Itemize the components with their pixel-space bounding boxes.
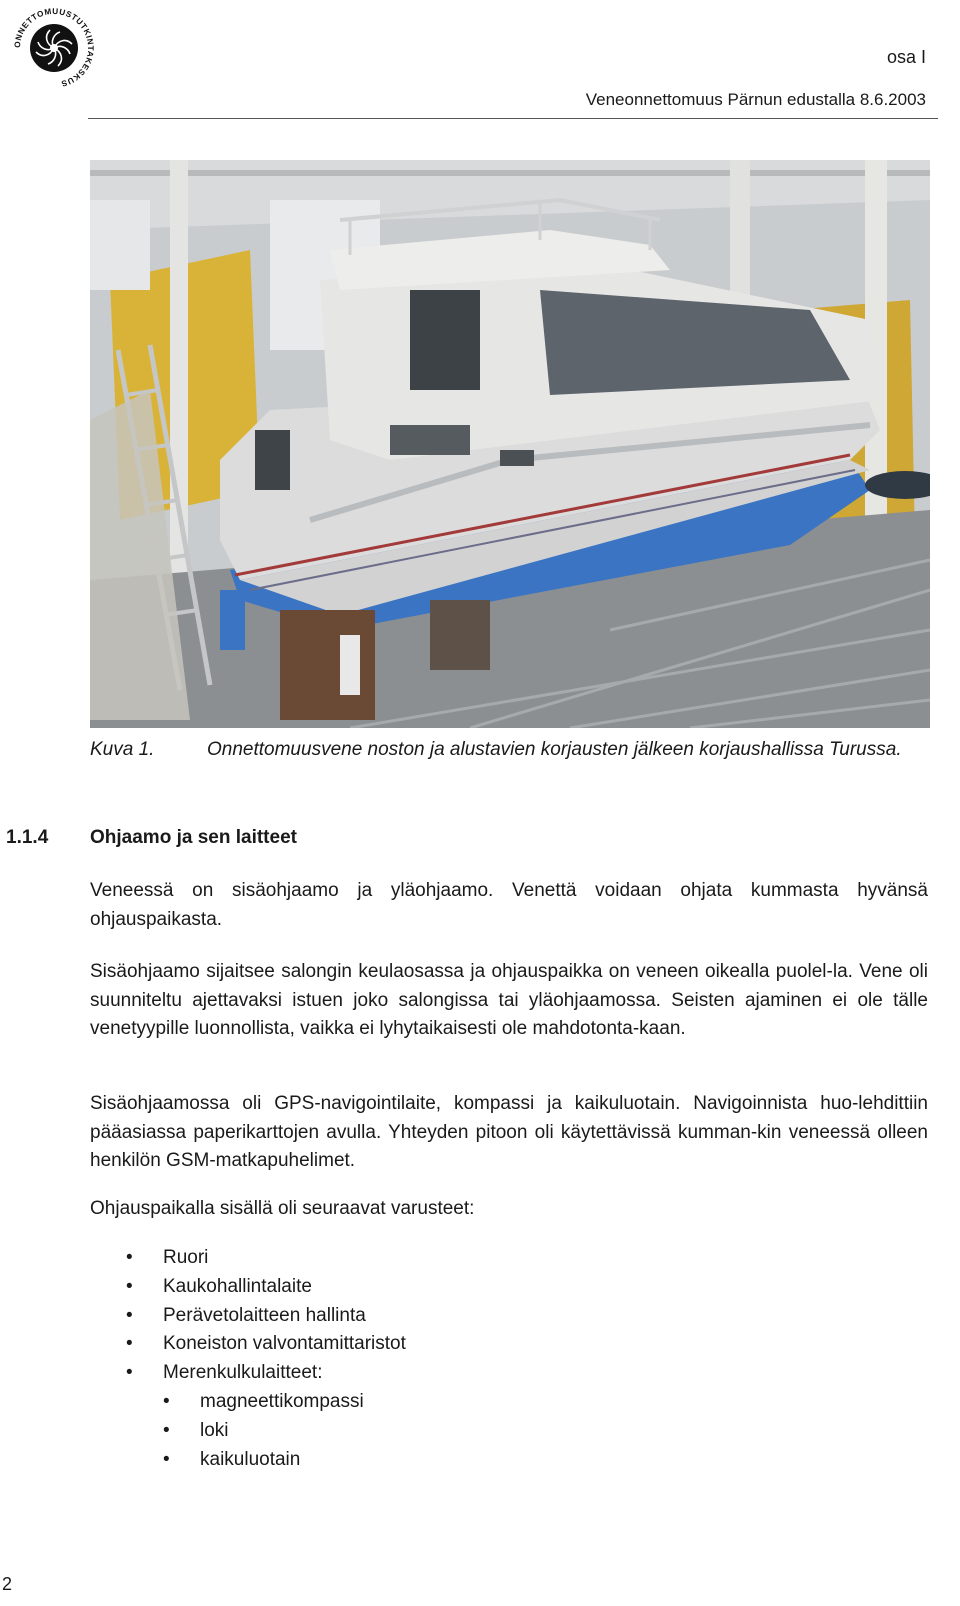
sub-list-item (163, 1417, 406, 1446)
list-item (90, 1273, 406, 1302)
figure-caption (90, 735, 930, 764)
bullet-icon: • (163, 1390, 170, 1412)
list-item (90, 1330, 406, 1359)
list-item (90, 1359, 406, 1474)
paragraph: Veneessä on sisäohjaamo ja yläohjaamo. Venettä voidaan ohjata kummasta hyvänsä ohjauspaikasta. (90, 880, 928, 930)
list-item-label: Koneiston valvontamittaristot (163, 1333, 406, 1355)
list-item (90, 1244, 406, 1273)
sub-list-item-label: magneettikompassi (200, 1390, 364, 1412)
section-heading: Ohjaamo ja sen laitteet (90, 827, 297, 848)
paragraph: Sisäohjaamo sijaitsee salongin keulaosassa ja ohjauspaikka on veneen oikealla puolel-la. Vene oli suunniteltu ajettavaksi istuen joko salongissa tai yläohjaamossa. Seisten ajaminen ei ole tälle venetyypille luonnollista, vaikka ei lyhytaikaisesti ole mahdotonta-kaan. (90, 961, 928, 1039)
bullet-icon: • (126, 1333, 133, 1355)
caption-text: Onnettomuusvene noston ja alustavien korjausten jälkeen korjaushallissa Turussa. (207, 739, 902, 760)
bullet-icon: • (126, 1362, 133, 1384)
page-number: 2 (2, 1574, 13, 1594)
section-indicator: osa I (886, 47, 926, 67)
list-item-label: Perävetolaitteen hallinta (163, 1304, 366, 1326)
paragraph: Sisäohjaamossa oli GPS-navigointilaite, kompassi ja kaikuluotain. Navigoinnista huo-lehdittiin pääasiassa paperikarttojen avulla. Yhteyden pitoon oli käytettävissä kumman-kin veneessä olleen henkilön GSM-matkapuhelimet. (90, 1093, 928, 1171)
sub-list-item (163, 1388, 406, 1417)
list-item (90, 1302, 406, 1331)
logo-seal-icon (6, 0, 102, 96)
header-divider (88, 118, 938, 119)
list-item-label: Ruori (163, 1247, 209, 1268)
list-item-label: Merenkulkulaitteet: (163, 1362, 323, 1384)
bullet-icon: • (126, 1304, 133, 1326)
bullet-icon: • (126, 1247, 133, 1268)
paragraph: Ohjauspaikalla sisällä oli seuraavat varusteet: (90, 1198, 475, 1219)
caption-label: Kuva 1. (90, 739, 155, 760)
bullet-icon: • (163, 1448, 170, 1470)
list-item-label: Kaukohallintalaite (163, 1275, 312, 1297)
sub-list-item-label: loki (200, 1419, 229, 1441)
bullet-icon: • (126, 1275, 133, 1297)
sub-list-item (163, 1446, 406, 1475)
sub-list (163, 1388, 406, 1474)
equipment-list (90, 1244, 406, 1474)
sub-list-item-label: kaikuluotain (200, 1448, 301, 1470)
bullet-icon: • (163, 1419, 170, 1441)
section-number: 1.1.4 (6, 827, 49, 848)
document-title: Veneonnettomuus Pärnun edustalla 8.6.2003 (585, 90, 926, 109)
photo-boat-in-repair-hall (90, 160, 930, 728)
svg-text:ONNETTOMUUSTUTKINTAKESKUS: ONNETTOMUUSTUTKINTAKESKUS (12, 6, 96, 89)
